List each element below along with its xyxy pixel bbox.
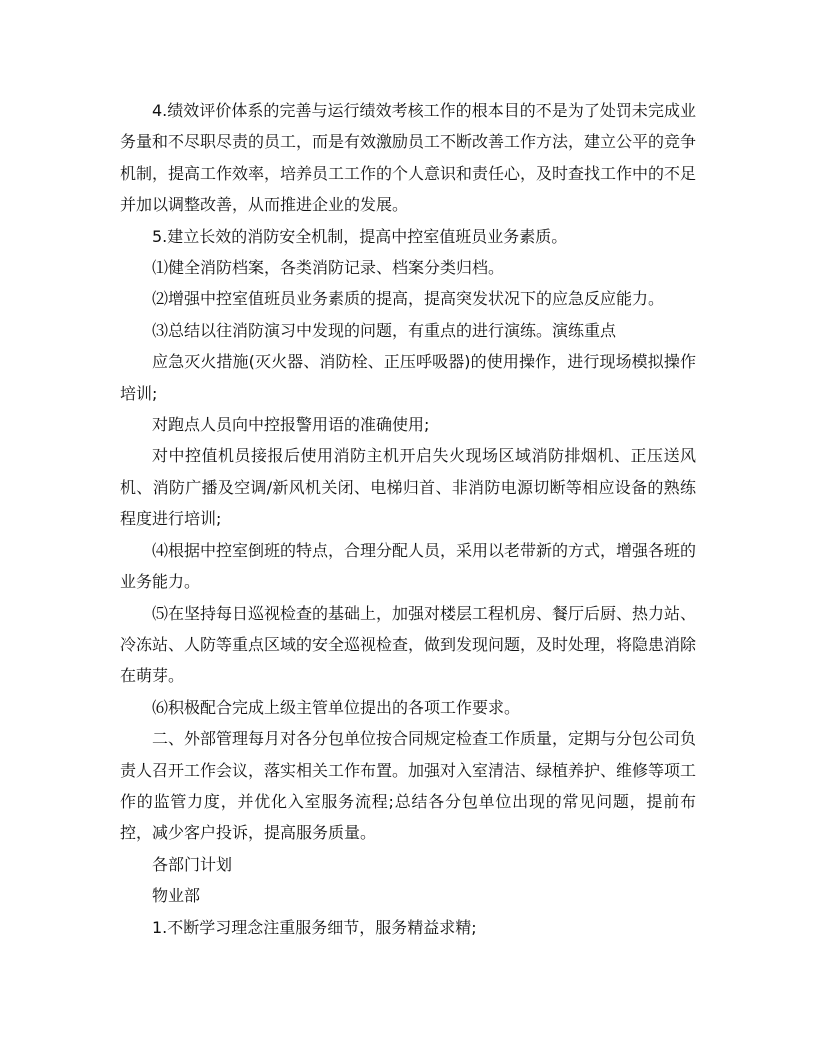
paragraph-alarm-terminology: 对跑点人员向中控报警用语的准确使用;	[152, 415, 430, 435]
paragraph-external-management: 二、外部管理每月对各分包单位按合同规定检查工作质量，定期与分包公司负责人召开工作会议，落实相关工作布置。加强对入室清洁、绿植养护、维修等项工作的监管力度，并优化入室服务流程;总结各分包单位出现的常见问题，提前布控，减少客户投诉，提高服务质量。	[120, 729, 697, 843]
paragraph-item-1-fire-records: ⑴健全消防档案，各类消防记录、档案分类归档。	[152, 258, 505, 278]
paragraph-fire-safety-mechanism: 5.建立长效的消防安全机制，提高中控室值班员业务素质。	[152, 226, 568, 246]
heading-property-department: 物业部	[152, 886, 201, 906]
paragraph-item-2-staff-quality: ⑵增强中控室值班员业务素质的提高，提高突发状况下的应急反应能力。	[152, 289, 665, 309]
paragraph-control-room-operator: 对中控值机员接报后使用消防主机开启失火现场区域消防排烟机、正压送风机、消防广播及空调/新风机关闭、电梯归首、非消防电源切断等相应设备的熟练程度进行培训;	[120, 446, 696, 529]
paragraph-item-4-shift-allocation: ⑷根据中控室倒班的特点，合理分配人员，采用以老带新的方式，增强各班的业务能力。	[120, 540, 697, 592]
paragraph-service-details: 1.不断学习理念注重服务细节，服务精益求精;	[152, 917, 477, 937]
paragraph-performance-evaluation: 4.绩效评价体系的完善与运行绩效考核工作的根本目的不是为了处罚未完成业务量和不尽职尽责的员工，而是有效激励员工不断改善工作方法，建立公平的竞争机制，提高工作效率，培养员工工作的个人意识和责任心，及时查找工作中的不足并加以调整改善，从而推进企业的发展。	[120, 101, 697, 215]
paragraph-emergency-extinguishing: 应急灭火措施(灭火器、消防栓、正压呼吸器)的使用操作，进行现场模拟操作培训;	[120, 352, 696, 403]
document-page	[120, 95, 696, 943]
paragraph-item-6-cooperation: ⑹积极配合完成上级主管单位提出的各项工作要求。	[152, 697, 521, 717]
paragraph-item-3-drill-review: ⑶总结以往消防演习中发现的问题，有重点的进行演练。演练重点	[152, 320, 617, 340]
heading-department-plans: 各部门计划	[152, 854, 233, 874]
paragraph-item-5-patrol-inspection: ⑸在坚持每日巡视检查的基础上，加强对楼层工程机房、餐厅后厨、热力站、冷冻站、人防等重点区域的安全巡视检查，做到发现问题，及时处理，将隐患消除在萌芽。	[120, 603, 697, 686]
